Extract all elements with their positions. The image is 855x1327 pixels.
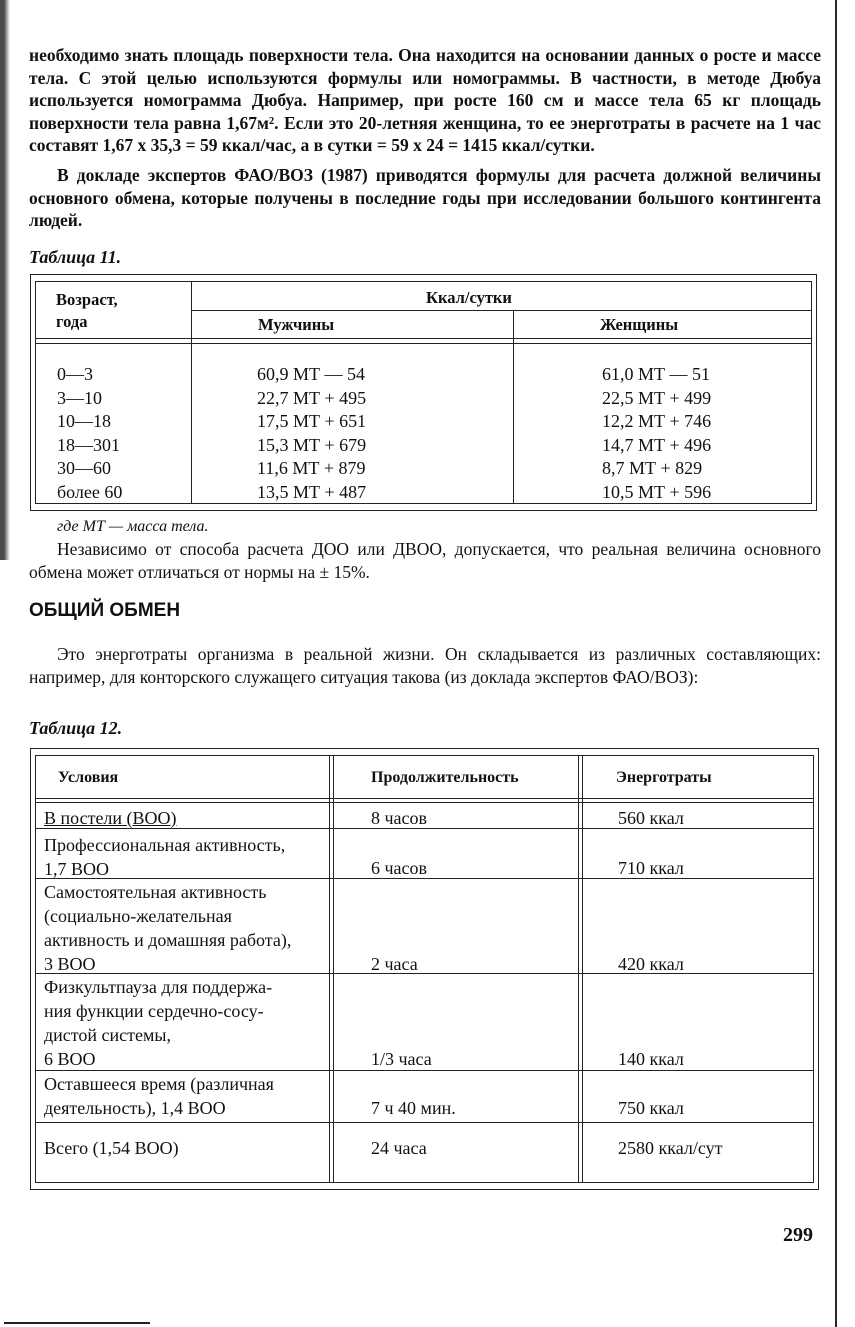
t12-duration-cell: 8 часов (371, 808, 428, 828)
t12-total-energy-cell: 2580 ккал/сут (618, 1138, 723, 1158)
t12-header-rule-2 (36, 802, 813, 803)
t12-condition-line: деятельность), 1,4 ВОО (44, 1098, 226, 1118)
t12-row-rule (36, 1122, 813, 1123)
t12-duration-cell: 2 часа (371, 954, 418, 974)
t12-energy-cell: 710 ккал (618, 858, 684, 878)
table-12 (30, 748, 819, 1190)
t12-condition-cell: В постели (ВОО) (44, 808, 177, 828)
intro-paragraph: необходимо знать площадь поверхности тела. Она находится на основании данных о росте и массе тела. С этой целью используются формулы или номограммы. В частности, в методе Дюбуа используется номограмма Дюбуа. Например, при росте 160 см и массе тела 65 кг площадь поверхности тела равна 1,67м². Если это 20-летняя женщина, то ее энерготраты в расчете на 1 час составят 1,67 х 35,3 = 59 ккал/час, а в сутки = 59 х 24 = 1415 ккал/сутки. (29, 45, 821, 156)
table11-caption: Таблица 11. (29, 247, 122, 267)
scan-binding-shadow (0, 0, 12, 560)
bottom-rule (4, 1322, 150, 1324)
t11-header-bottom-rule-2 (36, 343, 811, 344)
t12-col-divider-2b (582, 756, 583, 1182)
t11-col-divider-1 (191, 282, 192, 503)
t11-women-column (602, 363, 711, 504)
t11-age-column (57, 363, 122, 504)
t12-condition-line: 1,7 ВОО (44, 859, 110, 879)
t12-condition-line: 3 ВОО (44, 954, 96, 974)
t12-condition-line: (социально-желательная (44, 906, 232, 926)
t12-energy-cell: 750 ккал (618, 1098, 684, 1118)
t11-header-rule (191, 310, 811, 311)
deviation-paragraph (29, 538, 821, 583)
t11-header-women: Женщины (600, 315, 679, 334)
t12-duration-cell: 6 часов (371, 858, 428, 878)
t11-header-bottom-rule (36, 338, 811, 339)
experts-paragraph (29, 164, 821, 232)
t11-age-cell: 3—10 (57, 387, 102, 408)
t11-header-age: Возраст, (56, 290, 118, 309)
t12-total-condition-cell: Всего (1,54 ВОО) (44, 1138, 179, 1158)
t12-col-divider-2 (578, 756, 579, 1182)
t11-men-cell: 13,5 МТ + 487 (257, 481, 367, 502)
t12-condition-line: 6 ВОО (44, 1049, 96, 1069)
t12-condition-line: Оставшееся время (различная (44, 1074, 274, 1094)
t11-header-kcal: Ккал/сутки (426, 288, 512, 307)
t12-total-duration-cell: 24 часа (371, 1138, 427, 1158)
table11-note: где МТ — масса тела. (57, 518, 209, 535)
t11-women-cell: 61,0 МТ — 51 (602, 364, 710, 384)
t11-age-cell: 0—3 (57, 364, 93, 384)
t12-header-energy: Энерготраты (616, 769, 712, 786)
page-edge-line (835, 0, 837, 1327)
t12-condition-line: Физкультпауза для поддержа- (44, 977, 273, 997)
t11-men-cell: 60,9 МТ — 54 (257, 364, 365, 384)
general-paragraph (29, 643, 821, 688)
experts-paragraph-text: В докладе экспертов ФАО/ВОЗ (1987) приводятся формулы для расчета должной величины основного обмена, которые получены в последние годы при исследовании большого контингента людей. (29, 165, 821, 231)
t12-col-divider-1 (329, 756, 330, 1182)
table12-caption: Таблица 12. (29, 718, 123, 738)
t12-header-duration: Продолжительность (371, 769, 519, 786)
t12-header-conditions: Условия (58, 769, 119, 786)
t11-women-cell: 12,2 МТ + 746 (602, 411, 712, 431)
t12-condition-cell (44, 833, 285, 881)
t12-condition-line: дистой системы, (44, 1025, 171, 1045)
t11-women-cell: 10,5 МТ + 596 (602, 481, 712, 502)
t12-condition-cell (44, 975, 272, 1071)
t11-women-cell: 8,7 МТ + 829 (602, 458, 703, 478)
t12-condition-line: активность и домашняя работа), (44, 930, 292, 950)
t11-header-age-unit: года (56, 312, 88, 331)
t11-women-cell: 22,5 МТ + 499 (602, 387, 712, 408)
t11-age-cell: 18—301 (57, 434, 120, 455)
t12-duration-cell: 7 ч 40 мин. (371, 1098, 456, 1118)
t11-women-cell: 14,7 МТ + 496 (602, 434, 712, 455)
t12-energy-cell: 420 ккал (618, 954, 684, 974)
t12-col-divider-1b (333, 756, 334, 1182)
t11-age-cell: 30—60 (57, 458, 111, 478)
t11-age-cell: более 60 (57, 481, 123, 502)
deviation-paragraph-text: Независимо от способа расчета ДОО или ДВОО, допускается, что реальная величина основного обмена может отличаться от нормы на ± 15%. (29, 539, 821, 582)
t12-energy-cell: 560 ккал (618, 808, 684, 828)
t12-condition-line: Самостоятельная активность (44, 882, 267, 902)
t12-header-rule (36, 798, 813, 799)
t12-condition-cell (44, 1072, 274, 1120)
t12-condition-line: ния функции сердечно-сосу- (44, 1001, 264, 1021)
table-11 (30, 274, 817, 511)
t11-men-cell: 17,5 МТ + 651 (257, 411, 367, 431)
t12-condition-cell (44, 880, 291, 976)
t12-duration-cell: 1/3 часа (371, 1049, 432, 1069)
page-number: 299 (783, 1224, 813, 1246)
t11-men-cell: 15,3 МТ + 679 (257, 434, 367, 455)
t11-men-cell: 22,7 МТ + 495 (257, 387, 367, 408)
section-heading: ОБЩИЙ ОБМЕН (29, 600, 181, 621)
t12-energy-cell: 140 ккал (618, 1049, 684, 1069)
t11-header-men: Мужчины (258, 315, 335, 334)
t11-men-column (257, 363, 366, 504)
t11-men-cell: 11,6 МТ + 879 (257, 458, 366, 478)
t12-condition-line: Профессиональная активность, (44, 835, 286, 855)
general-paragraph-text: Это энерготраты организма в реальной жизни. Он складывается из различных составляющих: например, для конторского служащего ситуация такова (из доклада экспертов ФАО/ВОЗ): (29, 644, 821, 687)
t11-age-cell: 10—18 (57, 411, 111, 431)
